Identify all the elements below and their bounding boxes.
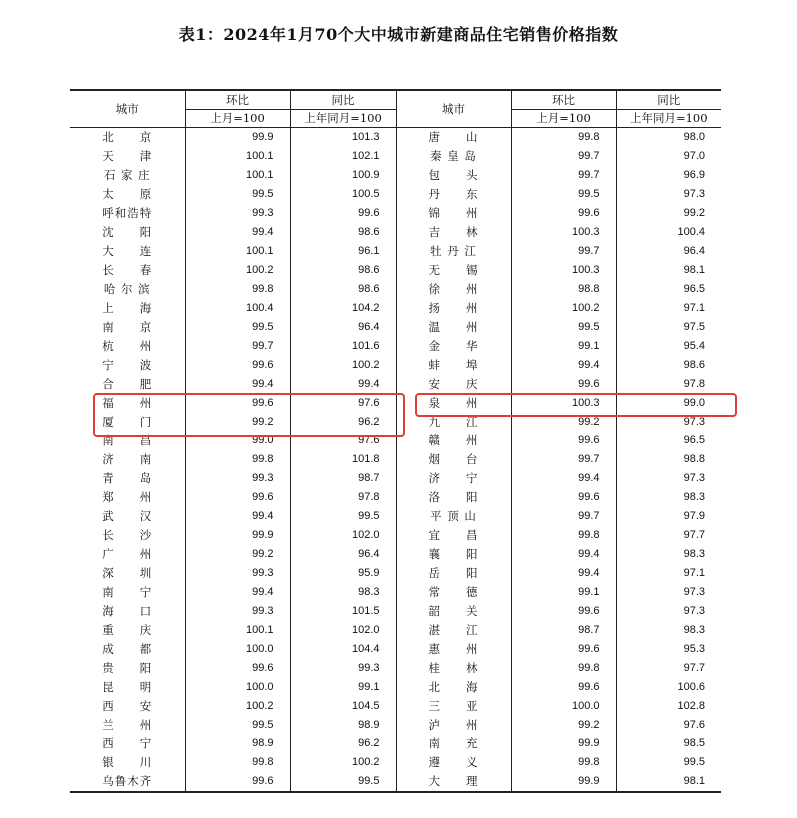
city-right-cell: 无 锡 (396, 261, 511, 280)
city-right-cell: 吉 林 (396, 223, 511, 242)
city-left-cell: 昆 明 (102, 679, 153, 694)
city-left-cell: 长 沙 (102, 528, 153, 543)
mom-right-cell: 100.3 (511, 223, 616, 242)
yoy-right-cell: 97.0 (616, 147, 721, 166)
city-right-cell: 韶 关 (396, 601, 511, 620)
city-left-cell: 沈 阳 (102, 225, 153, 240)
mom-left-cell: 99.2 (185, 412, 290, 431)
table-row (70, 677, 721, 696)
mom-left-cell: 100.1 (185, 147, 290, 166)
yoy-right-cell: 99.0 (616, 393, 721, 412)
city-left-cell: 银 川 (102, 755, 153, 770)
city-left-cell: 西 宁 (102, 736, 153, 751)
city-left-cell: 乌鲁木齐 (102, 774, 153, 789)
city-right-cell: 湛 江 (396, 620, 511, 639)
yoy-right-cell: 98.3 (616, 488, 721, 507)
yoy-right-cell: 97.1 (616, 564, 721, 583)
city-left-cell: 济 南 (102, 452, 153, 467)
yoy-left-cell: 97.6 (290, 431, 396, 450)
city-right-cell: 牡 丹 江 (396, 242, 511, 261)
mom-left-cell: 100.1 (185, 166, 290, 185)
mom-right-cell: 99.1 (511, 583, 616, 602)
city-right-cell: 蚌 埠 (396, 355, 511, 374)
mom-right-cell: 98.7 (511, 620, 616, 639)
table-row (70, 772, 721, 792)
mom-base-right: 上月=100 (511, 109, 616, 128)
yoy-left-cell: 101.6 (290, 336, 396, 355)
city-right-cell: 锦 州 (396, 204, 511, 223)
yoy-right-cell: 100.4 (616, 223, 721, 242)
mom-left-cell: 99.4 (185, 583, 290, 602)
mom-right-cell: 99.6 (511, 601, 616, 620)
table-row (70, 128, 721, 147)
mom-right-cell: 99.6 (511, 677, 616, 696)
yoy-right-cell: 97.7 (616, 526, 721, 545)
city-left-cell: 深 圳 (102, 566, 153, 581)
mom-left-cell: 99.9 (185, 128, 290, 147)
city-right-cell: 金 华 (396, 336, 511, 355)
mom-right-cell: 100.2 (511, 298, 616, 317)
city-left-cell: 海 口 (102, 603, 153, 618)
mom-left-cell: 98.9 (185, 734, 290, 753)
yoy-right-cell: 97.3 (616, 583, 721, 602)
mom-right-cell: 99.2 (511, 715, 616, 734)
city-right-cell: 遵 义 (396, 753, 511, 772)
yoy-header-right: 同比 (616, 90, 721, 109)
yoy-left-cell: 100.9 (290, 166, 396, 185)
mom-right-cell: 99.8 (511, 753, 616, 772)
table-row (70, 336, 721, 355)
yoy-right-cell: 100.6 (616, 677, 721, 696)
mom-left-cell: 99.0 (185, 431, 290, 450)
city-right-cell: 洛 阳 (396, 488, 511, 507)
mom-right-cell: 99.2 (511, 412, 616, 431)
yoy-right-cell: 98.0 (616, 128, 721, 147)
table-row (70, 583, 721, 602)
table-row (70, 223, 721, 242)
city-right-cell: 惠 州 (396, 639, 511, 658)
city-right-cell: 九 江 (396, 412, 511, 431)
mom-left-cell: 99.4 (185, 223, 290, 242)
yoy-left-cell: 102.0 (290, 620, 396, 639)
table-row (70, 639, 721, 658)
city-right-cell: 烟 台 (396, 450, 511, 469)
yoy-right-cell: 98.3 (616, 620, 721, 639)
table-row (70, 753, 721, 772)
mom-left-cell: 99.5 (185, 185, 290, 204)
mom-right-cell: 99.7 (511, 242, 616, 261)
yoy-left-cell: 98.3 (290, 583, 396, 602)
city-left-cell: 上 海 (102, 300, 153, 315)
yoy-left-cell: 101.3 (290, 128, 396, 147)
yoy-right-cell: 97.3 (616, 601, 721, 620)
mom-left-cell: 100.4 (185, 298, 290, 317)
mom-left-cell: 99.6 (185, 355, 290, 374)
yoy-left-cell: 100.2 (290, 753, 396, 772)
table-row (70, 526, 721, 545)
mom-left-cell: 100.1 (185, 242, 290, 261)
yoy-left-cell: 96.2 (290, 412, 396, 431)
yoy-left-cell: 96.2 (290, 734, 396, 753)
yoy-right-cell: 95.3 (616, 639, 721, 658)
table-row (70, 185, 721, 204)
mom-right-cell: 99.1 (511, 336, 616, 355)
city-left-cell: 郑 州 (102, 490, 153, 505)
mom-right-cell: 98.8 (511, 280, 616, 299)
yoy-right-cell: 98.3 (616, 545, 721, 564)
mom-left-cell: 99.9 (185, 526, 290, 545)
city-left-cell: 大 连 (102, 244, 153, 259)
city-left-cell: 南 昌 (102, 433, 153, 448)
yoy-left-cell: 99.3 (290, 658, 396, 677)
table-row (70, 393, 721, 412)
yoy-right-cell: 96.9 (616, 166, 721, 185)
yoy-left-cell: 104.2 (290, 298, 396, 317)
city-right-cell: 丹 东 (396, 185, 511, 204)
table-row (70, 355, 721, 374)
mom-right-cell: 99.4 (511, 564, 616, 583)
mom-right-cell: 99.5 (511, 185, 616, 204)
table-row (70, 545, 721, 564)
yoy-left-cell: 104.5 (290, 696, 396, 715)
yoy-right-cell: 98.8 (616, 450, 721, 469)
city-header-right: 城市 (396, 90, 511, 128)
yoy-left-cell: 101.5 (290, 601, 396, 620)
page-title: 表1：2024年1月70个大中城市新建商品住宅销售价格指数 (178, 25, 619, 44)
city-left-cell: 武 汉 (102, 509, 153, 524)
yoy-right-cell: 97.3 (616, 469, 721, 488)
city-right-cell: 三 亚 (396, 696, 511, 715)
mom-left-cell: 99.8 (185, 753, 290, 772)
city-left-cell: 福 州 (102, 395, 153, 410)
city-right-cell: 南 充 (396, 734, 511, 753)
yoy-left-cell: 98.6 (290, 261, 396, 280)
city-right-cell: 常 德 (396, 583, 511, 602)
city-left-cell: 厦 门 (102, 414, 153, 429)
city-right-cell: 泸 州 (396, 715, 511, 734)
mom-right-cell: 99.7 (511, 166, 616, 185)
mom-right-cell: 100.3 (511, 393, 616, 412)
mom-right-cell: 99.8 (511, 658, 616, 677)
mom-left-cell: 99.6 (185, 658, 290, 677)
table-row (70, 450, 721, 469)
yoy-right-cell: 96.4 (616, 242, 721, 261)
table-row (70, 696, 721, 715)
mom-left-cell: 99.5 (185, 715, 290, 734)
yoy-right-cell: 95.4 (616, 336, 721, 355)
city-left-cell: 兰 州 (102, 717, 153, 732)
city-left-cell: 宁 波 (102, 357, 153, 372)
table-row (70, 431, 721, 450)
mom-left-cell: 99.6 (185, 772, 290, 792)
yoy-right-cell: 97.3 (616, 185, 721, 204)
yoy-left-cell: 96.1 (290, 242, 396, 261)
city-right-cell: 桂 林 (396, 658, 511, 677)
yoy-right-cell: 98.5 (616, 734, 721, 753)
city-right-cell: 徐 州 (396, 280, 511, 299)
city-right-cell: 赣 州 (396, 431, 511, 450)
table-row (70, 317, 721, 336)
yoy-left-cell: 99.5 (290, 772, 396, 792)
mom-left-cell: 99.2 (185, 545, 290, 564)
city-left-cell: 石 家 庄 (103, 168, 151, 183)
table-row (70, 715, 721, 734)
yoy-right-cell: 98.1 (616, 261, 721, 280)
table-header (70, 90, 721, 128)
city-right-cell: 济 宁 (396, 469, 511, 488)
yoy-left-cell: 98.6 (290, 223, 396, 242)
mom-left-cell: 99.7 (185, 336, 290, 355)
table-row (70, 412, 721, 431)
mom-left-cell: 99.3 (185, 601, 290, 620)
city-left-cell: 杭 州 (102, 338, 153, 353)
city-left-cell: 合 肥 (102, 376, 153, 391)
city-left-cell: 西 安 (102, 698, 153, 713)
city-right-cell: 襄 阳 (396, 545, 511, 564)
price-index-table (70, 89, 721, 793)
yoy-right-cell: 98.6 (616, 355, 721, 374)
yoy-right-cell: 96.5 (616, 431, 721, 450)
mom-right-cell: 99.8 (511, 128, 616, 147)
mom-left-cell: 100.0 (185, 639, 290, 658)
mom-right-cell: 99.7 (511, 147, 616, 166)
yoy-left-cell: 99.1 (290, 677, 396, 696)
mom-left-cell: 99.6 (185, 393, 290, 412)
mom-left-cell: 99.4 (185, 507, 290, 526)
yoy-left-cell: 102.0 (290, 526, 396, 545)
mom-left-cell: 99.8 (185, 450, 290, 469)
yoy-base-right: 上年同月=100 (616, 109, 721, 128)
mom-left-cell: 99.3 (185, 204, 290, 223)
city-left-cell: 青 岛 (102, 471, 153, 486)
yoy-right-cell: 102.8 (616, 696, 721, 715)
city-right-cell: 秦 皇 岛 (396, 147, 511, 166)
yoy-right-cell: 99.2 (616, 204, 721, 223)
city-left-cell: 南 宁 (102, 584, 153, 599)
yoy-left-cell: 97.6 (290, 393, 396, 412)
yoy-left-cell: 98.7 (290, 469, 396, 488)
city-right-cell: 泉 州 (396, 393, 511, 412)
mom-right-cell: 99.6 (511, 639, 616, 658)
city-left-cell: 太 原 (102, 187, 153, 202)
city-left-cell: 呼和浩特 (102, 206, 153, 221)
mom-left-cell: 99.8 (185, 280, 290, 299)
yoy-left-cell: 96.4 (290, 317, 396, 336)
mom-right-cell: 99.9 (511, 772, 616, 792)
city-left-cell: 南 京 (102, 319, 153, 334)
table-row (70, 507, 721, 526)
yoy-header-left: 同比 (290, 90, 396, 109)
mom-left-cell: 99.4 (185, 374, 290, 393)
table-row (70, 601, 721, 620)
table-row (70, 298, 721, 317)
table-row (70, 261, 721, 280)
city-right-cell: 宜 昌 (396, 526, 511, 545)
yoy-left-cell: 99.5 (290, 507, 396, 526)
mom-left-cell: 99.6 (185, 488, 290, 507)
yoy-left-cell: 100.5 (290, 185, 396, 204)
mom-right-cell: 99.5 (511, 317, 616, 336)
mom-right-cell: 99.7 (511, 450, 616, 469)
city-right-cell: 温 州 (396, 317, 511, 336)
mom-base-left: 上月=100 (185, 109, 290, 128)
table-row (70, 166, 721, 185)
mom-header-left: 环比 (185, 90, 290, 109)
yoy-right-cell: 97.6 (616, 715, 721, 734)
yoy-right-cell: 97.1 (616, 298, 721, 317)
city-header-left: 城市 (70, 90, 185, 128)
yoy-left-cell: 101.8 (290, 450, 396, 469)
yoy-right-cell: 97.7 (616, 658, 721, 677)
mom-left-cell: 100.0 (185, 677, 290, 696)
mom-right-cell: 99.6 (511, 488, 616, 507)
yoy-right-cell: 97.3 (616, 412, 721, 431)
mom-right-cell: 100.0 (511, 696, 616, 715)
table-row (70, 147, 721, 166)
yoy-left-cell: 99.6 (290, 204, 396, 223)
city-left-cell: 哈 尔 滨 (103, 281, 151, 296)
yoy-left-cell: 104.4 (290, 639, 396, 658)
mom-left-cell: 99.3 (185, 469, 290, 488)
mom-header-right: 环比 (511, 90, 616, 109)
mom-left-cell: 99.3 (185, 564, 290, 583)
yoy-right-cell: 96.5 (616, 280, 721, 299)
mom-right-cell: 99.6 (511, 431, 616, 450)
city-right-cell: 北 海 (396, 677, 511, 696)
yoy-left-cell: 95.9 (290, 564, 396, 583)
table-row (70, 374, 721, 393)
table-row (70, 242, 721, 261)
yoy-left-cell: 98.6 (290, 280, 396, 299)
city-left-cell: 天 津 (102, 149, 153, 164)
table-body (70, 128, 721, 792)
yoy-right-cell: 97.9 (616, 507, 721, 526)
table-row (70, 204, 721, 223)
yoy-left-cell: 102.1 (290, 147, 396, 166)
yoy-left-cell: 96.4 (290, 545, 396, 564)
mom-right-cell: 99.9 (511, 734, 616, 753)
city-right-cell: 安 庆 (396, 374, 511, 393)
yoy-left-cell: 98.9 (290, 715, 396, 734)
mom-right-cell: 99.8 (511, 526, 616, 545)
city-left-cell: 长 春 (102, 263, 153, 278)
city-left-cell: 广 州 (102, 547, 153, 562)
table-row (70, 734, 721, 753)
city-right-cell: 扬 州 (396, 298, 511, 317)
table-row (70, 620, 721, 639)
yoy-left-cell: 100.2 (290, 355, 396, 374)
city-right-cell: 包 头 (396, 166, 511, 185)
mom-right-cell: 99.4 (511, 355, 616, 374)
city-right-cell: 平 顶 山 (396, 507, 511, 526)
city-left-cell: 北 京 (102, 130, 153, 145)
table-row (70, 564, 721, 583)
yoy-right-cell: 97.5 (616, 317, 721, 336)
yoy-left-cell: 99.4 (290, 374, 396, 393)
mom-left-cell: 100.2 (185, 261, 290, 280)
mom-right-cell: 99.4 (511, 469, 616, 488)
city-right-cell: 唐 山 (396, 128, 511, 147)
table-row (70, 488, 721, 507)
mom-right-cell: 99.6 (511, 374, 616, 393)
table-row (70, 658, 721, 677)
mom-left-cell: 100.2 (185, 696, 290, 715)
yoy-base-left: 上年同月=100 (290, 109, 396, 128)
city-left-cell: 重 庆 (102, 622, 153, 637)
mom-right-cell: 99.4 (511, 545, 616, 564)
yoy-right-cell: 99.5 (616, 753, 721, 772)
mom-right-cell: 99.7 (511, 507, 616, 526)
mom-right-cell: 99.6 (511, 204, 616, 223)
yoy-right-cell: 97.8 (616, 374, 721, 393)
mom-left-cell: 100.1 (185, 620, 290, 639)
mom-right-cell: 100.3 (511, 261, 616, 280)
city-left-cell: 贵 阳 (102, 660, 153, 675)
city-right-cell: 岳 阳 (396, 564, 511, 583)
mom-left-cell: 99.5 (185, 317, 290, 336)
city-right-cell: 大 理 (396, 772, 511, 792)
city-left-cell: 成 都 (102, 641, 153, 656)
table-row (70, 280, 721, 299)
yoy-left-cell: 97.8 (290, 488, 396, 507)
yoy-right-cell: 98.1 (616, 772, 721, 792)
table-row (70, 469, 721, 488)
